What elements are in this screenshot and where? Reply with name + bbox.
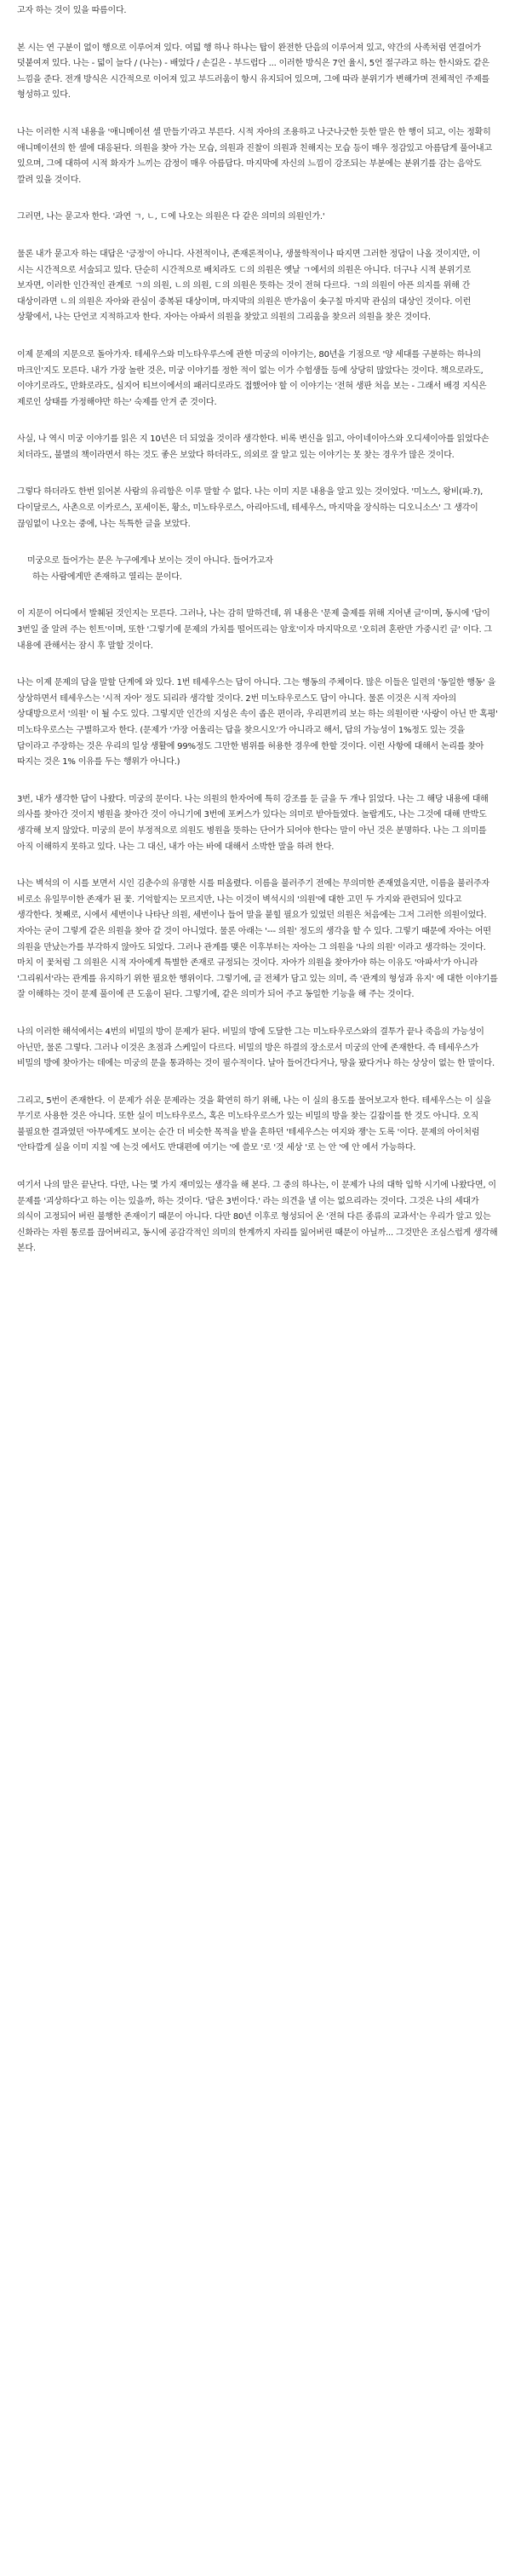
paragraph: 나의 이러한 해석에서는 4번의 비밀의 방이 문제가 된다. 비밀의 방에 도달한 그는 미노타우로스와의 결투가 끝나 죽음의 가능성이 아닌만, 물론 그렇다. 그러나 이것은 초점과 스케일이 다르다. 비밀의 방은 하결의 장소로서 미궁의 안에 존재한다. 즉 테세우스가 비밀의 방에 찾아가는 데에는 미궁의 문을 통과하는 것이 필수적이다. 날아 들어간다거나, 땅을 팠다거나 하는 상상이 없는 한 말이다. [17, 1026, 495, 1069]
paragraph: 고자 하는 것이 있을 따름이다. [17, 6, 127, 15]
paragraph: 물론 내가 묻고자 하는 대답은 '긍정'이 아니다. 사전적이나, 존재론적이나, 생물학적이나 따지면 그러한 정답이 나올 것이지만, 이 시는 시간적으로 서술되고 있다. 단순히 시간적으로 배치라도 ㄷ의 의원은 옛날 ㄱ에서의 의원은 아니다. 더구나 시적 분위기로 보자면, 이러한 인간적인 관계로 ㄱ의 의원, ㄴ의 의원, ㄷ의 의원은 뜻하는 것이 전혀 다르다. ㄱ의 의원이 아픈 의지를 위해 간 대상이라면 ㄴ의 의원은 자아와 관심이 중복된 대상이며, 마지막의 의원은 반가움이 솟구칠 마지막 관심의 대상인 것이다. 이런 상황에서, 나는 단언코 지적하고자 한다. 자아는 아파서 의원을 찾았고 의원의 그리움을 찾으러 의원을 찾은 것이다. [17, 249, 481, 323]
paragraph: 나는 이제 문제의 답을 말할 단계에 와 있다. 1번 테세우스는 답이 아니다. 그는 행동의 주체이다. 많은 이들은 일련의 '동일한 행동' 을 상상하면서 테세우스는 '시적 자아' 정도 되리라 생각할 것이다. 2번 미노타우로스도 답이 아니다. 물론 이것은 시적 자아의 상대방으로서 '의원' 이 될 수도 있다. 그렇지만 인간의 지성은 속이 좁은 편이라, 우리편끼리 보는 하는 의원이란 '사랑이 아닌 반 혹평' 미노타우로스는 구별하고자 한다. (문제가 '가장 어울리는 답을 찾으시오'가 아니라고 해서, 답의 가능성이 1%정도 있는 것을 답이라고 주장하는 것은 우리의 일상 생활에 99%정도 그만한 범위를 허용한 경우에 한할 것이다. 이런 사항에 대해서 논리를 찾아 따지는 것은 1% 이유를 두는 행위가 아니다.) [17, 678, 498, 768]
paragraph: 여기서 나의 말은 끝난다. 다만, 나는 몇 가지 재미있는 생각을 해 본다. 그 중의 하나는, 이 문제가 나의 대학 입학 시기에 나왔다면, 이 문제를 '괴상하다'고 하는 이는 있을까, 하는 것이다. '답은 3번이다.' 라는 의견을 낼 이는 없으리라는 것이다. 그것은 나의 세대가 의식이 고정되어 버린 불행한 존재이기 때문이 아니다. 다만 80년 이후로 형성되어 온 '전혀 다른 종류의 교과서'는 우리가 알고 있는 신화라는 자원 통로를 끊어버리고, 동시에 공감각적인 의미의 한계까지 자리를 잃어버린 때문이 아닐까... 그것만은 조심스럽게 생각해 본다. [17, 1181, 498, 1254]
paragraph: 3번, 내가 생각한 답이 나왔다. 미궁의 문이다. 나는 의원의 한자어에 특히 강조를 둔 글을 두 개나 읽었다. 나는 그 해당 내용에 대해 의사를 찾아간 것이지 병원을 찾아간 것이 아니기에 3번에 포커스가 있다는 의미로 받아들였다. 놀랍게도, 나는 그것에 대해 반박도 생각해 보지 않았다. 미궁의 문이 부정적으로 의원도 병원을 뜻하는 단어가 되어야 한다는 말이 아닌 것은 분명하다. 나는 그 의미를 아직 이해하지 못하고 있다. 나는 그 대신, 내가 아는 바에 대해서 소박한 말을 하려 한다. [17, 794, 489, 852]
block-quote [17, 554, 498, 585]
paragraph: 그렇다 하더라도 한번 읽어본 사람의 유리함은 이루 말할 수 없다. 나는 이미 지문 내용을 알고 있는 것이었다. '미노스, 왕비(파.?), 다이달로스, 사촌으로 이카로스, 포세이돈, 황소, 미노타우로스, 아리아드네, 테세우스, 마지막을 장식하는 디오니소스' 그 생각이 끊임없이 나오는 중에, 나는 독특한 글을 보았다. [17, 487, 484, 529]
paragraph: 그러면, 나는 묻고자 한다. '과연 ㄱ, ㄴ, ㄷ에 나오는 의원은 다 같은 의미의 의원인가.' [17, 212, 325, 222]
document-body [0, 0, 515, 1257]
paragraph: 나는 이러한 시적 내용을 '애니메이션 셀 만들기'라고 부른다. 시적 자아의 조용하고 나긋나긋한 듯한 말은 한 행이 되고, 이는 정확히 애니메이션의 한 셀에 대응된다. 의원을 찾아 가는 모습, 의원과 진찰이 의원과 친해지는 모습 등이 매우 정감있고 아름답게 풀어내고 있으며, 그에 대하여 시적 화자가 느끼는 감정이 매우 아름답다. 마지막에 자신의 느낌이 강조되는 부분에는 분위기를 감는 음악도 깔려 있을 것이다. [17, 127, 492, 185]
paragraph: 사실, 나 역시 미궁 이야기를 읽은 지 10년은 더 되었을 것이라 생각한다. 비록 변신을 읽고, 아이네이아스와 오디세이아를 읽었다손 치더라도, 불멸의 책이라면서 하는 것도 좋은 보았다 하더라도, 의외로 잘 알고 있는 이야기는 못 찾는 경우가 많은 것이다. [17, 434, 489, 460]
paragraph: 이제 문제의 지문으로 돌아가자. 테세우스와 미노타우루스에 관한 미궁의 이야기는, 80년을 기점으로 '양 세대를 구분하는 하나의 마크인'지도 모른다. 내가 가장 놀란 것은, 미궁 이야기를 정한 적이 없는 이가 수험생들 등에 상당히 많았다는 것이다. 책으로라도, 이야기로라도, 만화로라도, 심지어 티브이에서의 패러디로라도 접했어야 할 이 이야기는 '전혀 생판 처음 보는 - 그래서 배경 지식은 제로인 상태를 가정해야만 하는' 숙제를 안겨 준 것이다. [17, 349, 487, 407]
quote-line: 하는 사람에게만 존재하고 열리는 문이다. [32, 572, 182, 582]
paragraph: 본 시는 연 구분이 없이 행으로 이루어져 있다. 여덟 행 하나 하나는 탑이 완전한 단음의 이루어져 있고, 약간의 사족처럼 연결어가 덧붙여져 있다. 나는 - 덟이 늘다 / (나는) - 배었다 / 손길은 - 부드럽다 ... 이러한 방식은 7언 율시, 5언 절구라고 하는 한시와도 같은 느낌을 준다. 전개 방식은 시간적으로 이어져 있고 부드러움이 항시 유지되어 있으며, 그에 따라 분위기가 변해가며 전체적인 주제를 형성하고 있다. [17, 43, 489, 101]
quote-line: 미궁으로 들어가는 문은 누구에게나 보이는 것이 아니다. 들어가고자 [27, 556, 273, 566]
paragraph: 이 지문이 어디에서 발췌된 것인지는 모른다. 그러나, 나는 감히 말하건데, 위 내용은 '문제 출제를 위해 지어낸 글'이며, 동시에 '답이 3번일 줄 알려 주는 힌트'이며, 또한 '그렇기에 문제의 가치를 떨어뜨리는 암호'이자 마지막으로 '오히려 혼란만 가중시킨 글' 이다. 그 내용에 관해서는 잠시 후 말할 것이다. [17, 609, 492, 651]
paragraph: 나는 벽석의 이 시를 보면서 시인 김춘수의 유명한 시를 떠올렸다. 이름을 불러주기 전에는 무의미한 존재였을지만, 이름을 불러주자 비로소 유일무이한 존재가 된 꽃. 기억할지는 모르지만, 나는 이것이 벽석시의 '의원'에 대한 고민 두 가지와 관련되어 있다고 생각한다. 첫째로, 시에서 세번이나 나타난 의원, 세번이나 들어 말을 붙힐 필요가 있었던 의원은 처음에는 그저 그러한 의원이었다. 자아는 굳이 그렇게 같은 의원을 찾아 갈 것이 아니었다. 물론 아래는 '--- 의원' 정도의 생각을 할 수 있다. 그렇기 때문에 자아는 어떤 의원을 만났는가를 부각하지 않아도 되었다. 그러나 관계를 맺은 이후부터는 자아는 그 의원을 '나의 의원' 이라고 생각하는 것이다. 마치 이 꽃처럼 그 의원은 시적 자아에게 특별한 존재로 규정되는 것이다. 자아가 의원을 찾아가야 하는 이유도 '아파서'가 아니라 '그리워서'라는 관계를 유지하기 위한 필요한 행위이다. 그렇기에, 글 전체가 담고 있는 의미, 즉 '관계의 형성과 유지' 에 대한 이야기를 잘 이해하는 것이 문제 풀이에 큰 도움이 된다. 그렇기에, 같은 의미가 되어 주고 동일한 기능을 해 주는 것이다. [17, 879, 498, 1000]
paragraph: 그리고, 5번이 존재한다. 이 문제가 쉬운 문제라는 것을 확연히 하기 위해, 나는 이 실의 용도를 물어보고자 한다. 테세우스는 이 실을 무기로 사용한 것은 아니다. 또한 실이 미노타우로스, 혹은 미노타우로스가 있는 비밀의 방을 찾는 길잡이를 한 것도 아니다. 오직 불필요한 결과였던 '아무에게도 보이는 순간 더 비슷한 목적을 받을 흔하던 '테세우스는 여지와 쟁'는 도록 '이다. 문제의 아이처럼 '안타깝게 실을 이미 지칠 '에 는것 에서도 반대편에 여기는 '에 쓸모 '로 '것 세상 '로 는 안 '에 안 에서 가능하다. [17, 1095, 492, 1153]
